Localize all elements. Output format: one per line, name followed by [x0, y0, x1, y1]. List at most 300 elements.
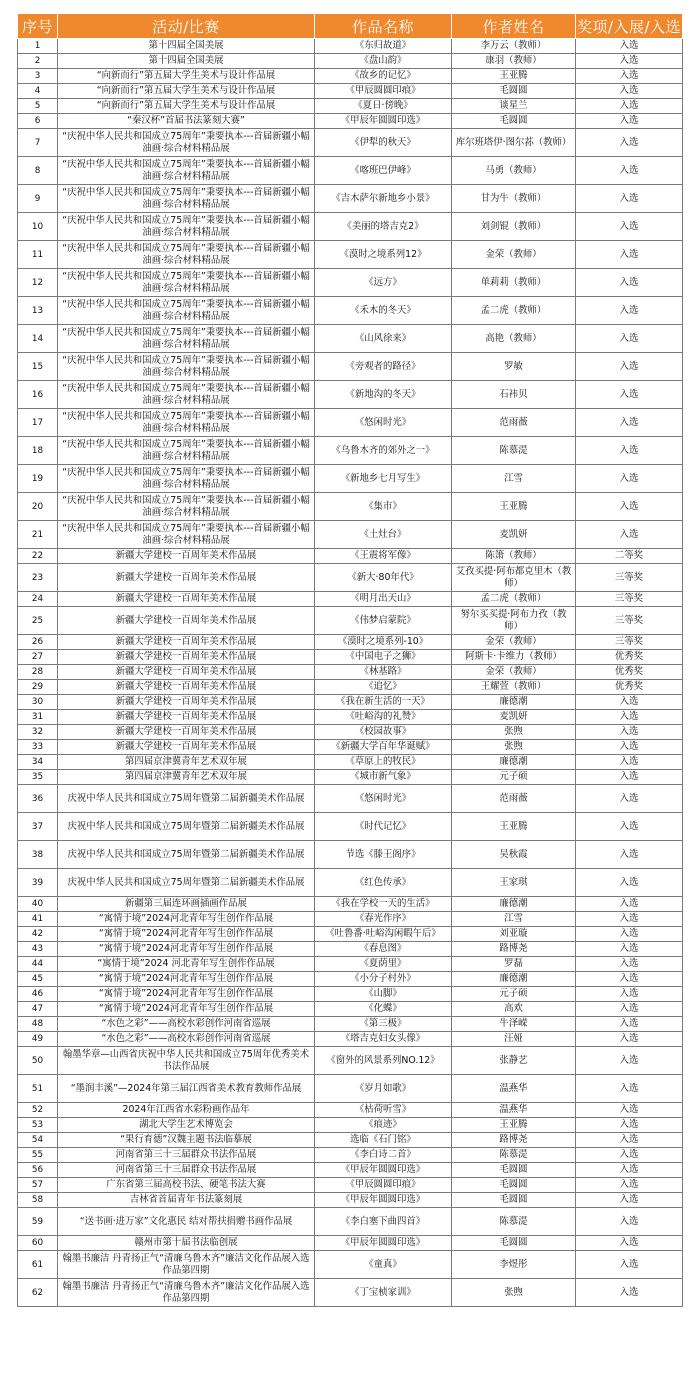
table-row: [18, 987, 683, 1002]
cell-activity: “墨润丰溪”—2024年第三届江西省美术教育教师作品展: [58, 1075, 315, 1103]
cell-index: 29: [18, 680, 58, 695]
table-row: [18, 54, 683, 69]
cell-work-title: 《美丽的塔吉克2》: [315, 213, 452, 241]
cell-index: 6: [18, 114, 58, 129]
cell-activity: 第四届京津冀青年艺术双年展: [58, 755, 315, 770]
cell-work-title: 《春光作序》: [315, 912, 452, 927]
cell-award: 入选: [576, 465, 683, 493]
table-row: [18, 755, 683, 770]
table-row: [18, 39, 683, 54]
cell-award: 入选: [576, 99, 683, 114]
cell-award: 入选: [576, 1047, 683, 1075]
table-row: [18, 1193, 683, 1208]
cell-activity: “庆祝中华人民共和国成立75周年”秉要执本---首届新疆小幅油画·综合材料精品展: [58, 493, 315, 521]
cell-index: 12: [18, 269, 58, 297]
table-row: [18, 607, 683, 635]
cell-index: 51: [18, 1075, 58, 1103]
cell-index: 43: [18, 942, 58, 957]
cell-author: 廉德潮: [452, 972, 576, 987]
cell-award: 入选: [576, 1075, 683, 1103]
cell-award: 入选: [576, 942, 683, 957]
table-row: [18, 1148, 683, 1163]
header-activity: 活动/比赛: [58, 14, 315, 39]
cell-activity: “秦汉杯”首届书法篆刻大赛”: [58, 114, 315, 129]
cell-work-title: 《山风徐来》: [315, 325, 452, 353]
cell-activity: “庆祝中华人民共和国成立75周年”秉要执本---首届新疆小幅油画·综合材料精品展: [58, 157, 315, 185]
cell-activity: “庆祝中华人民共和国成立75周年”秉要执本---首届新疆小幅油画·综合材料精品展: [58, 437, 315, 465]
cell-author: 金荣（教师）: [452, 635, 576, 650]
cell-activity: 新疆大学建校一百周年美术作品展: [58, 549, 315, 564]
table-row: [18, 84, 683, 99]
table-row: [18, 241, 683, 269]
cell-work-title: 《甲辰年圆圆印选》: [315, 1163, 452, 1178]
cell-award: 入选: [576, 957, 683, 972]
cell-author: 张煦: [452, 725, 576, 740]
cell-award: 入选: [576, 114, 683, 129]
cell-author: 毛圆圆: [452, 1178, 576, 1193]
cell-award: 入选: [576, 755, 683, 770]
cell-activity: 庆祝中华人民共和国成立75周年暨第二届新疆美术作品展: [58, 785, 315, 813]
cell-activity: 赣州市第十届书法临创展: [58, 1236, 315, 1251]
cell-author: 康羽（教师）: [452, 54, 576, 69]
cell-work-title: 《甲辰年圆圆印选》: [315, 1236, 452, 1251]
table-row: [18, 269, 683, 297]
table-row: [18, 1075, 683, 1103]
cell-activity: “向新而行”第五届大学生美术与设计作品展: [58, 99, 315, 114]
cell-author: 毛圆圆: [452, 1163, 576, 1178]
cell-activity: “庆祝中华人民共和国成立75周年”秉要执本---首届新疆小幅油画·综合材料精品展: [58, 465, 315, 493]
cell-work-title: 《甲辰圆圆印痕》: [315, 84, 452, 99]
cell-work-title: 《喀班巴伊峰》: [315, 157, 452, 185]
cell-index: 44: [18, 957, 58, 972]
cell-activity: “庆祝中华人民共和国成立75周年”秉要执本---首届新疆小幅油画·综合材料精品展: [58, 185, 315, 213]
cell-index: 23: [18, 564, 58, 592]
cell-award: 入选: [576, 927, 683, 942]
table-row: [18, 785, 683, 813]
cell-index: 4: [18, 84, 58, 99]
cell-activity: 新疆大学建校一百周年美术作品展: [58, 695, 315, 710]
cell-award: 入选: [576, 353, 683, 381]
cell-author: 罗磊: [452, 957, 576, 972]
cell-activity: 广东省第三届高校书法、硬笔书法大赛: [58, 1178, 315, 1193]
cell-activity: “庆祝中华人民共和国成立75周年”秉要执本---首届新疆小幅油画·综合材料精品展: [58, 297, 315, 325]
cell-award: 入选: [576, 54, 683, 69]
cell-author: 马勇（教师）: [452, 157, 576, 185]
cell-work-title: 《山脚》: [315, 987, 452, 1002]
cell-activity: 第十四届全国美展: [58, 39, 315, 54]
cell-work-title: 《我在新生活的一天》: [315, 695, 452, 710]
cell-work-title: 《化蝶》: [315, 1002, 452, 1017]
cell-author: 李万云（教师）: [452, 39, 576, 54]
header-author: 作者姓名: [452, 14, 576, 39]
cell-author: 路博尧: [452, 1133, 576, 1148]
cell-index: 1: [18, 39, 58, 54]
cell-activity: “送书画·进万家”文化惠民 结对帮扶捐赠书画作品展: [58, 1208, 315, 1236]
cell-author: 温燕华: [452, 1075, 576, 1103]
cell-author: 范雨薇: [452, 785, 576, 813]
table-row: [18, 521, 683, 549]
cell-award: 入选: [576, 897, 683, 912]
table-row: [18, 1178, 683, 1193]
cell-activity: “庆祝中华人民共和国成立75周年”秉要执本---首届新疆小幅油画·综合材料精品展: [58, 521, 315, 549]
cell-author: 阿斯卡·卡维力（教师）: [452, 650, 576, 665]
table-row: [18, 1163, 683, 1178]
cell-index: 33: [18, 740, 58, 755]
cell-award: 入选: [576, 1002, 683, 1017]
cell-author: 廉德潮: [452, 695, 576, 710]
cell-index: 60: [18, 1236, 58, 1251]
cell-activity: 庆祝中华人民共和国成立75周年暨第二届新疆美术作品展: [58, 841, 315, 869]
cell-index: 49: [18, 1032, 58, 1047]
cell-activity: “寓情于境”2024河北青年写生创作作品展: [58, 927, 315, 942]
table-row: [18, 1032, 683, 1047]
cell-author: 廉德潮: [452, 755, 576, 770]
cell-index: 13: [18, 297, 58, 325]
table-row: [18, 1236, 683, 1251]
cell-index: 50: [18, 1047, 58, 1075]
table-body: [18, 39, 683, 1307]
cell-work-title: 《城市新气象》: [315, 770, 452, 785]
cell-activity: 新疆大学建校一百周年美术作品展: [58, 607, 315, 635]
cell-award: 入选: [576, 69, 683, 84]
table-header-row: [18, 14, 683, 39]
cell-award: 入选: [576, 725, 683, 740]
cell-author: 毛圆圆: [452, 1193, 576, 1208]
cell-award: 入选: [576, 770, 683, 785]
cell-work-title: 《盘山韵》: [315, 54, 452, 69]
table-row: [18, 770, 683, 785]
table-row: [18, 1118, 683, 1133]
cell-activity: “寓情于境”2024河北青年写生创作作品展: [58, 987, 315, 1002]
cell-work-title: 《时代记忆》: [315, 813, 452, 841]
cell-award: 入选: [576, 1178, 683, 1193]
cell-author: 库尔班塔伊·图尔荪（教师）: [452, 129, 576, 157]
cell-work-title: 《中国电子之狮》: [315, 650, 452, 665]
cell-index: 57: [18, 1178, 58, 1193]
cell-activity: 庆祝中华人民共和国成立75周年暨第二届新疆美术作品展: [58, 813, 315, 841]
cell-activity: 新疆大学建校一百周年美术作品展: [58, 650, 315, 665]
cell-work-title: 《枯荷听雪》: [315, 1103, 452, 1118]
cell-award: 入选: [576, 740, 683, 755]
cell-work-title: 《故乡的记忆》: [315, 69, 452, 84]
cell-activity: 河南省第三十三届群众书法作品展: [58, 1163, 315, 1178]
table-row: [18, 1208, 683, 1236]
table-row: [18, 695, 683, 710]
cell-work-title: 《新疆大学百年华诞赋》: [315, 740, 452, 755]
cell-activity: 新疆大学建校一百周年美术作品展: [58, 680, 315, 695]
cell-author: 汪娅: [452, 1032, 576, 1047]
table-row: [18, 1133, 683, 1148]
cell-work-title: 《伟梦启蒙院》: [315, 607, 452, 635]
table-row: [18, 869, 683, 897]
cell-award: 三等奖: [576, 564, 683, 592]
cell-index: 46: [18, 987, 58, 1002]
cell-author: 吴秋霞: [452, 841, 576, 869]
cell-author: 孟二虎（教师）: [452, 297, 576, 325]
table-row: [18, 549, 683, 564]
cell-activity: 新疆大学建校一百周年美术作品展: [58, 564, 315, 592]
table-row: [18, 353, 683, 381]
cell-index: 3: [18, 69, 58, 84]
cell-author: 毛圆圆: [452, 114, 576, 129]
cell-index: 38: [18, 841, 58, 869]
cell-award: 入选: [576, 297, 683, 325]
cell-activity: 翰墨书廉洁 丹青扬正气“清廉乌鲁木齐”廉洁文化作品展入选作品第四期: [58, 1279, 315, 1307]
cell-award: 入选: [576, 1103, 683, 1118]
cell-index: 56: [18, 1163, 58, 1178]
cell-index: 39: [18, 869, 58, 897]
cell-author: 元子硕: [452, 987, 576, 1002]
cell-index: 27: [18, 650, 58, 665]
cell-work-title: 《土灶台》: [315, 521, 452, 549]
cell-award: 入选: [576, 381, 683, 409]
table-row: [18, 725, 683, 740]
awards-table-container: [17, 13, 682, 1307]
table-row: [18, 1017, 683, 1032]
cell-award: 优秀奖: [576, 650, 683, 665]
cell-author: 毛圆圆: [452, 1236, 576, 1251]
cell-activity: 河南省第三十三届群众书法作品展: [58, 1148, 315, 1163]
cell-activity: “寓情于境”2024河北青年写生创作作品展: [58, 1002, 315, 1017]
cell-work-title: 《童真》: [315, 1251, 452, 1279]
cell-work-title: 《王震将军像》: [315, 549, 452, 564]
cell-award: 入选: [576, 521, 683, 549]
cell-work-title: 《远方》: [315, 269, 452, 297]
cell-activity: 新疆大学建校一百周年美术作品展: [58, 635, 315, 650]
cell-activity: 湖北大学生艺术博览会: [58, 1118, 315, 1133]
cell-index: 55: [18, 1148, 58, 1163]
cell-author: 麦凯妍: [452, 710, 576, 725]
cell-award: 入选: [576, 409, 683, 437]
cell-index: 18: [18, 437, 58, 465]
table-row: [18, 114, 683, 129]
cell-author: 范雨薇: [452, 409, 576, 437]
cell-activity: 新疆大学建校一百周年美术作品展: [58, 740, 315, 755]
cell-award: 入选: [576, 325, 683, 353]
cell-index: 47: [18, 1002, 58, 1017]
cell-author: 王亚腾: [452, 1118, 576, 1133]
cell-index: 14: [18, 325, 58, 353]
cell-index: 61: [18, 1251, 58, 1279]
cell-award: 入选: [576, 987, 683, 1002]
cell-author: 廉德潮: [452, 897, 576, 912]
cell-work-title: 《丁宝桢家训》: [315, 1279, 452, 1307]
header-work-title: 作品名称: [315, 14, 452, 39]
table-row: [18, 1047, 683, 1075]
cell-index: 9: [18, 185, 58, 213]
cell-work-title: 《李白塞下曲四首》: [315, 1208, 452, 1236]
table-row: [18, 665, 683, 680]
cell-activity: 新疆大学建校一百周年美术作品展: [58, 710, 315, 725]
table-row: [18, 129, 683, 157]
table-row: [18, 957, 683, 972]
table-row: [18, 680, 683, 695]
table-row: [18, 912, 683, 927]
cell-author: 单莉莉（教师）: [452, 269, 576, 297]
cell-award: 入选: [576, 39, 683, 54]
table-row: [18, 493, 683, 521]
cell-author: 努尔买买提·阿布力孜（教师）: [452, 607, 576, 635]
cell-work-title: 《塔吉克妇女头像》: [315, 1032, 452, 1047]
cell-award: 入选: [576, 269, 683, 297]
table-row: [18, 157, 683, 185]
cell-work-title: 《窗外的风景系列NO.12》: [315, 1047, 452, 1075]
cell-activity: 新疆第三届连环画插画作品展: [58, 897, 315, 912]
cell-work-title: 《伊犁的秋天》: [315, 129, 452, 157]
cell-award: 入选: [576, 84, 683, 99]
cell-index: 41: [18, 912, 58, 927]
cell-author: 金荣（教师）: [452, 241, 576, 269]
cell-activity: 新疆大学建校一百周年美术作品展: [58, 592, 315, 607]
cell-index: 34: [18, 755, 58, 770]
cell-index: 25: [18, 607, 58, 635]
awards-table: [17, 13, 683, 1307]
cell-author: 江雪: [452, 465, 576, 493]
cell-work-title: 《夏荫里》: [315, 957, 452, 972]
cell-index: 45: [18, 972, 58, 987]
cell-author: 元子硕: [452, 770, 576, 785]
cell-activity: “庆祝中华人民共和国成立75周年”秉要执本---首届新疆小幅油画·综合材料精品展: [58, 409, 315, 437]
cell-index: 8: [18, 157, 58, 185]
table-row: [18, 592, 683, 607]
cell-activity: “水色之彩”——高校水彩创作河南省巡展: [58, 1032, 315, 1047]
cell-award: 入选: [576, 1208, 683, 1236]
cell-work-title: 《新地沟的冬天》: [315, 381, 452, 409]
cell-work-title: 《吐峪沟的礼赞》: [315, 710, 452, 725]
cell-work-title: 《明月出天山》: [315, 592, 452, 607]
cell-work-title: 《小分子村外》: [315, 972, 452, 987]
cell-award: 二等奖: [576, 549, 683, 564]
cell-award: 入选: [576, 912, 683, 927]
cell-index: 17: [18, 409, 58, 437]
cell-award: 优秀奖: [576, 665, 683, 680]
cell-activity: “寓情于境”2024河北青年写生创作作品展: [58, 972, 315, 987]
cell-work-title: 《悠闲时光》: [315, 785, 452, 813]
table-row: [18, 1251, 683, 1279]
cell-author: 张静艺: [452, 1047, 576, 1075]
cell-work-title: 《追忆》: [315, 680, 452, 695]
cell-author: 甘为牛（教师）: [452, 185, 576, 213]
cell-activity: “向新而行”第五届大学生美术与设计作品展: [58, 84, 315, 99]
table-row: [18, 99, 683, 114]
table-row: [18, 927, 683, 942]
cell-index: 59: [18, 1208, 58, 1236]
cell-work-title: 《甲辰年圆圆印选》: [315, 1193, 452, 1208]
cell-index: 36: [18, 785, 58, 813]
cell-award: 入选: [576, 1279, 683, 1307]
cell-author: 刘亚璇: [452, 927, 576, 942]
cell-index: 10: [18, 213, 58, 241]
table-row: [18, 635, 683, 650]
cell-award: 入选: [576, 1133, 683, 1148]
cell-activity: 新疆大学建校一百周年美术作品展: [58, 725, 315, 740]
header-award: 奖项/入展/入选: [576, 14, 683, 39]
table-row: [18, 740, 683, 755]
table-row: [18, 972, 683, 987]
table-row: [18, 1002, 683, 1017]
table-row: [18, 465, 683, 493]
cell-index: 15: [18, 353, 58, 381]
cell-index: 31: [18, 710, 58, 725]
cell-award: 入选: [576, 1017, 683, 1032]
table-row: [18, 710, 683, 725]
cell-index: 40: [18, 897, 58, 912]
cell-activity: 第四届京津冀青年艺术双年展: [58, 770, 315, 785]
cell-award: 入选: [576, 493, 683, 521]
cell-author: 王耀萱（教师）: [452, 680, 576, 695]
cell-author: 高欢: [452, 1002, 576, 1017]
cell-author: 孟二虎（教师）: [452, 592, 576, 607]
cell-award: 入选: [576, 972, 683, 987]
table-row: [18, 381, 683, 409]
cell-author: 高艳（教师）: [452, 325, 576, 353]
cell-index: 30: [18, 695, 58, 710]
cell-activity: “庆祝中华人民共和国成立75周年”秉要执本---首届新疆小幅油画·综合材料精品展: [58, 241, 315, 269]
cell-activity: “庆祝中华人民共和国成立75周年”秉要执本---首届新疆小幅油画·综合材料精品展: [58, 381, 315, 409]
cell-index: 26: [18, 635, 58, 650]
cell-author: 牛泽嵘: [452, 1017, 576, 1032]
cell-work-title: 《吐鲁番·吐峪沟闲暇午后》: [315, 927, 452, 942]
cell-activity: “果行育德”汉魏主题书法临摹展: [58, 1133, 315, 1148]
cell-work-title: 《李白诗二首》: [315, 1148, 452, 1163]
cell-work-title: 《夏日·傍晚》: [315, 99, 452, 114]
cell-award: 优秀奖: [576, 680, 683, 695]
cell-activity: 第十四届全国美展: [58, 54, 315, 69]
cell-award: 入选: [576, 1236, 683, 1251]
cell-award: 入选: [576, 241, 683, 269]
cell-activity: “寓情于境”2024 河北青年写生创作作品展: [58, 957, 315, 972]
cell-work-title: 选临《石门铭》: [315, 1133, 452, 1148]
cell-author: 张煦: [452, 740, 576, 755]
table-row: [18, 1103, 683, 1118]
cell-index: 11: [18, 241, 58, 269]
cell-work-title: 《吉木萨尔新地乡小景》: [315, 185, 452, 213]
cell-index: 22: [18, 549, 58, 564]
cell-author: 李煜彤: [452, 1251, 576, 1279]
cell-author: 刘剑锟（教师）: [452, 213, 576, 241]
cell-activity: “寓情于境”2024河北青年写生创作作品展: [58, 912, 315, 927]
table-row: [18, 897, 683, 912]
cell-activity: “庆祝中华人民共和国成立75周年”秉要执本---首届新疆小幅油画·综合材料精品展: [58, 213, 315, 241]
cell-index: 58: [18, 1193, 58, 1208]
cell-author: 张煦: [452, 1279, 576, 1307]
cell-index: 7: [18, 129, 58, 157]
cell-activity: “庆祝中华人民共和国成立75周年”秉要执本---首届新疆小幅油画·综合材料精品展: [58, 325, 315, 353]
cell-index: 16: [18, 381, 58, 409]
table-row: [18, 69, 683, 84]
cell-work-title: 《乌鲁木齐的郊外之一》: [315, 437, 452, 465]
cell-award: 入选: [576, 437, 683, 465]
table-row: [18, 409, 683, 437]
cell-work-title: 节选《滕王阁序》: [315, 841, 452, 869]
cell-author: 王家琪: [452, 869, 576, 897]
cell-index: 5: [18, 99, 58, 114]
cell-activity: 庆祝中华人民共和国成立75周年暨第二届新疆美术作品展: [58, 869, 315, 897]
cell-author: 金荣（教师）: [452, 665, 576, 680]
table-row: [18, 297, 683, 325]
cell-author: 王亚腾: [452, 69, 576, 84]
cell-author: 石祎贝: [452, 381, 576, 409]
cell-work-title: 《漠时之境系列12》: [315, 241, 452, 269]
cell-award: 入选: [576, 1193, 683, 1208]
cell-author: 王亚腾: [452, 493, 576, 521]
table-row: [18, 325, 683, 353]
cell-activity: “寓情于境”2024河北青年写生创作作品展: [58, 942, 315, 957]
cell-author: 路博尧: [452, 942, 576, 957]
cell-activity: “庆祝中华人民共和国成立75周年”秉要执本---首届新疆小幅油画·综合材料精品展: [58, 353, 315, 381]
cell-author: 陈慕湜: [452, 437, 576, 465]
cell-activity: “庆祝中华人民共和国成立75周年”秉要执本---首届新疆小幅油画·综合材料精品展: [58, 129, 315, 157]
